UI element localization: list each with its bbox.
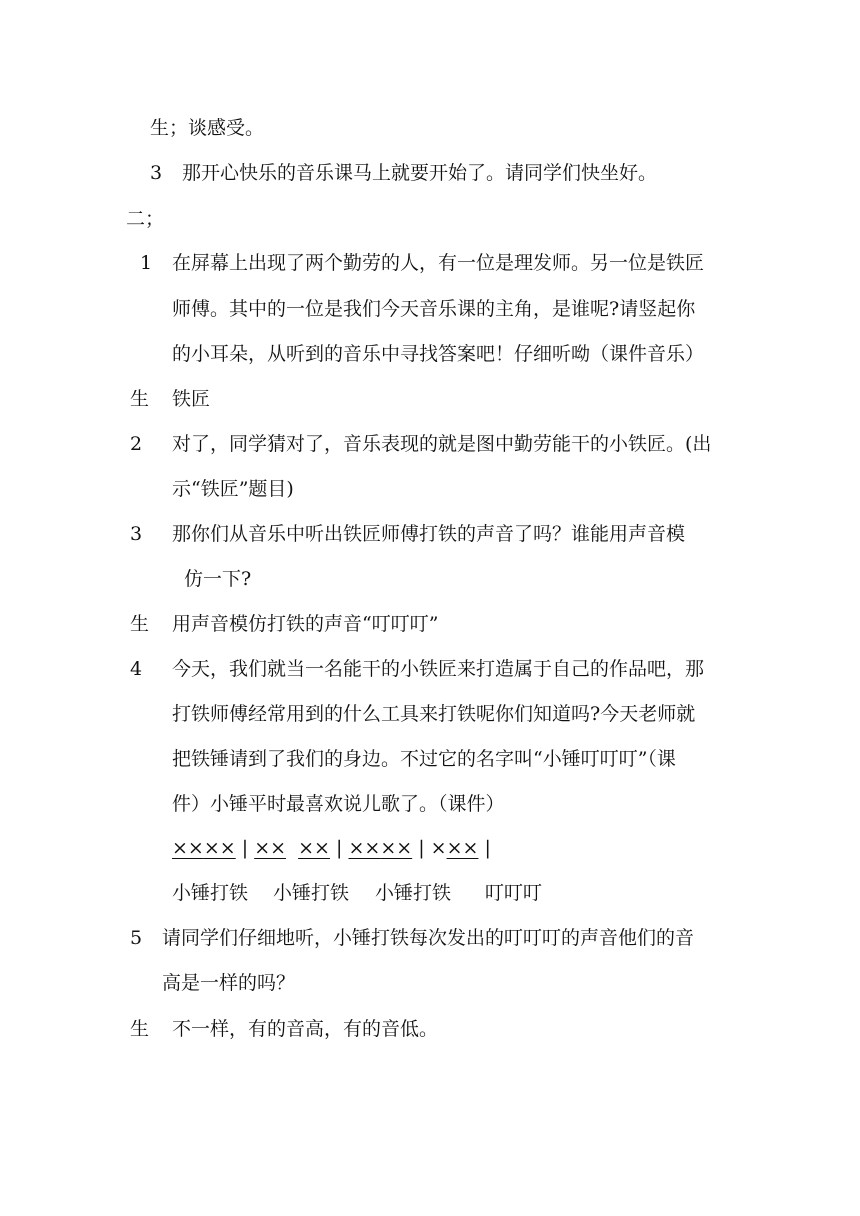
rhythm-beat: ××	[446, 837, 479, 859]
rhythm-beat: ××	[172, 837, 204, 859]
list-number: 2	[130, 433, 143, 455]
text-line: 那你们从音乐中听出铁匠师傅打铁的声音了吗？谁能用声音模	[172, 523, 686, 545]
text-line: 不一样，有的音高，有的音低。	[172, 1018, 439, 1040]
rhythm-beat: ××	[380, 837, 413, 859]
rhythm-beat: ××	[298, 837, 330, 859]
text-line: 请同学们仔细地听，小锤打铁每次发出的叮叮叮的声音他们的音	[162, 927, 695, 949]
text-line: 高是一样的吗？	[162, 972, 296, 994]
list-number: 3	[150, 162, 163, 184]
rhythm-notation	[172, 836, 491, 860]
text-line: 件）小锤平时最喜欢说儿歌了。（课件）	[172, 793, 505, 815]
list-number: 4	[130, 658, 143, 680]
text-line: 在屏幕上出现了两个勤劳的人，有一位是理发师。另一位是铁匠	[172, 252, 705, 274]
speaker-label: 生	[130, 388, 150, 410]
text-line: 仿一下?	[184, 568, 252, 590]
rhythm-beat: ××	[348, 837, 381, 859]
rhythm-beat: ××	[203, 837, 236, 859]
text-line: 对了，同学猜对了，音乐表现的就是图中勤劳能干的小铁匠。(出	[172, 433, 712, 455]
text-line: 打铁师傅经常用到的什么工具来打铁呢你们知道吗?今天老师就	[172, 703, 696, 725]
list-number: 1	[140, 252, 153, 274]
lyric-word: 小锤打铁	[273, 882, 350, 904]
speaker-label: 生	[130, 613, 150, 635]
section-heading: 二；	[126, 208, 165, 230]
bar-line: |	[241, 837, 249, 859]
lyric-word: 小锤打铁	[375, 882, 452, 904]
text-line: 师傅。其中的一位是我们今天音乐课的主角，是谁呢?请竖起你	[172, 298, 696, 320]
text-line: 用声音模仿打铁的声音“叮叮叮”	[172, 613, 439, 635]
rhythm-beat: ××	[254, 837, 287, 859]
text-line: 把铁锤请到了我们的身边。不过它的名字叫“小锤叮叮叮”（课	[172, 748, 676, 770]
text-line: 的小耳朵，从听到的音乐中寻找答案吧！仔细听呦（课件音乐）	[172, 343, 705, 365]
text-line: 那开心快乐的音乐课马上就要开始了。请同学们快坐好。	[182, 162, 658, 184]
lyric-word: 叮叮叮	[485, 882, 543, 904]
text-line: 示“铁匠”题目)	[172, 478, 294, 500]
text-line: 生；谈感受。	[150, 117, 265, 139]
lyric-word: 小锤打铁	[172, 882, 249, 904]
text-line: 铁匠	[172, 388, 211, 410]
text-line: 今天，我们就当一名能干的小铁匠来打造属于自己的作品吧，那	[172, 658, 705, 680]
bar-line: |	[336, 837, 343, 859]
rhythm-beat: ×	[430, 837, 447, 859]
speaker-label: 生	[130, 1018, 150, 1040]
list-number: 3	[130, 523, 143, 545]
bar-line: |	[418, 837, 425, 859]
bar-line: |	[484, 837, 491, 859]
list-number: 5	[130, 927, 143, 949]
